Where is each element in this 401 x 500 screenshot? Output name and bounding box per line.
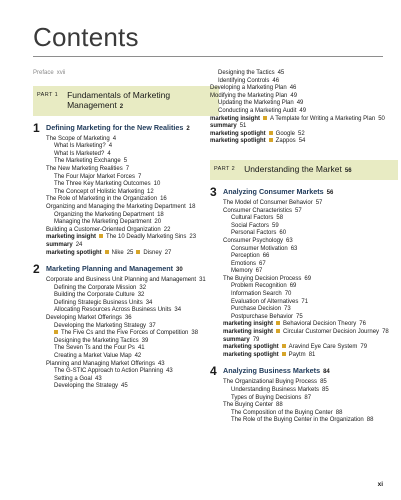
- toc-entry-title: The Model of Consumer Behavior: [223, 199, 313, 206]
- chapter-1-entries: [46, 136, 213, 258]
- toc-entry-page: 10: [153, 181, 161, 188]
- toc-entry[interactable]: [46, 227, 213, 235]
- chapter-number: 2: [33, 262, 40, 277]
- bullet-square-icon: [276, 321, 280, 325]
- bullet-square-icon: [54, 330, 58, 334]
- chapter-1-heading[interactable]: [33, 120, 213, 135]
- toc-entry-title: Problem Recognition: [231, 283, 287, 290]
- chapter-3-entries: [223, 200, 392, 359]
- bullet-square-icon: [269, 138, 273, 142]
- toc-marketing-insight[interactable]: marketing insight A Template for Writing a Marketing Plan 50: [210, 115, 385, 122]
- toc-entry[interactable]: [46, 219, 213, 227]
- toc-entry-title: The Marketing Exchange: [54, 158, 121, 165]
- toc-right-column: [210, 70, 392, 425]
- toc-entry-page: 46: [272, 77, 280, 84]
- toc-entry-title: Designing the Marketing Tactics: [54, 337, 139, 344]
- toc-entry[interactable]: [46, 300, 213, 308]
- toc-summary[interactable]: summary 79: [223, 336, 260, 343]
- toc-entry[interactable]: [223, 215, 392, 223]
- toc-entry[interactable]: [46, 323, 213, 331]
- toc-entry[interactable]: [46, 361, 213, 369]
- toc-entry[interactable]: [46, 189, 213, 197]
- toc-entry-page: 4: [107, 150, 111, 157]
- chapter-title: Analyzing Consumer Markets 56: [223, 186, 334, 196]
- toc-entry[interactable]: [46, 151, 213, 159]
- toc-entry[interactable]: [223, 314, 392, 322]
- bullet-square-icon: [276, 329, 280, 333]
- toc-entry-page: 45: [277, 70, 285, 76]
- toc-entry[interactable]: [210, 100, 392, 108]
- toc-entry-page: 12: [147, 188, 154, 195]
- chapter-4-heading[interactable]: [210, 366, 392, 377]
- toc-entry-page: 4: [108, 143, 113, 150]
- toc-entry[interactable]: [46, 330, 213, 338]
- toc-entry[interactable]: [223, 417, 392, 425]
- toc-entry-page: 43: [95, 375, 102, 382]
- toc-entry[interactable]: [46, 292, 213, 300]
- toc-entry-title: Consumer Motivation: [231, 245, 288, 252]
- toc-entry-page: 36: [124, 315, 132, 322]
- toc-entry-title: The G-STIC Approach to Action Planning: [54, 368, 164, 375]
- toc-entry-page: 73: [284, 306, 291, 313]
- bullet-square-icon: [282, 344, 286, 348]
- toc-entry-page: 38: [191, 330, 199, 337]
- toc-entry-page: 39: [141, 337, 149, 344]
- toc-entry-title: The Five Cs and the Five Forces of Competition: [61, 330, 189, 337]
- toc-entry-page: 85: [320, 379, 327, 386]
- toc-entry-page: 18: [157, 211, 164, 218]
- toc-entry-page: 43: [166, 368, 173, 375]
- toc-entry[interactable]: [223, 208, 392, 216]
- toc-entry[interactable]: [223, 299, 392, 307]
- toc-entry-title: Memory: [231, 268, 253, 275]
- toc-entry-title: Developing a Marketing Plan: [210, 85, 287, 92]
- toc-entry[interactable]: [223, 276, 392, 284]
- toc-entry-page: 59: [272, 222, 279, 229]
- toc-entry-page: 22: [163, 226, 171, 233]
- toc-entry-title: Information Search: [231, 291, 282, 298]
- toc-marketing-spotlight[interactable]: marketing spotlight Google 52: [210, 130, 305, 137]
- toc-entry-page: 34: [174, 307, 182, 314]
- toc-entry-title: The Three Key Marketing Outcomes: [54, 181, 151, 188]
- toc-entry-title: Postpurchase Behavior: [231, 313, 294, 320]
- toc-entry-title: Identifying Controls: [218, 77, 270, 84]
- toc-entry-title: Building a Customer-Oriented Organization: [46, 226, 161, 233]
- toc-entry-page: 20: [154, 219, 162, 226]
- toc-entry-title: The New Marketing Realities: [46, 165, 123, 172]
- toc-left-column: [33, 70, 213, 391]
- toc-entry-page: 58: [276, 215, 284, 222]
- toc-entry-title: The Organizational Buying Process: [223, 379, 318, 386]
- toc-marketing-spotlight[interactable]: marketing spotlight Nike 25 Disney 27: [46, 249, 172, 256]
- toc-entry[interactable]: [210, 78, 392, 86]
- toc-entry-title: Cultural Factors: [231, 215, 274, 222]
- toc-entry[interactable]: [46, 212, 213, 220]
- toc-entry[interactable]: [46, 143, 213, 151]
- title-rule: [33, 56, 383, 57]
- toc-entry[interactable]: [223, 200, 392, 208]
- chapter-number: 1: [33, 120, 40, 135]
- toc-entry-title: Types of Buying Decisions: [231, 394, 302, 401]
- toc-entry[interactable]: [223, 261, 392, 269]
- bullet-square-icon: [282, 352, 286, 356]
- toc-entry-page: 49: [299, 107, 307, 114]
- chapter-title: Defining Marketing for the New Realities 2: [46, 122, 190, 132]
- toc-entry[interactable]: [223, 268, 392, 276]
- toc-entry-page: 34: [145, 299, 153, 306]
- toc-entry[interactable]: [46, 307, 213, 315]
- part-1-banner[interactable]: [33, 86, 219, 116]
- toc-entry-title: Developing the Marketing Strategy: [54, 322, 147, 329]
- toc-entry-title: Planning and Managing Market Offerings: [46, 360, 155, 367]
- toc-entry-page: 5: [123, 158, 128, 165]
- toc-entry-title: Organizing and Managing the Marketing Department: [46, 203, 186, 210]
- toc-entry[interactable]: [223, 387, 392, 395]
- toc-entry-title: Modifying the Marketing Plan: [210, 92, 288, 99]
- toc-entry[interactable]: [223, 402, 392, 410]
- toc-entry-page: 32: [137, 292, 145, 299]
- toc-entry-page: 63: [286, 237, 293, 244]
- toc-entry-title: Creating a Market Value Map: [54, 353, 132, 360]
- toc-entry-page: 46: [289, 85, 297, 92]
- toc-entry-page: 49: [290, 92, 298, 99]
- toc-marketing-spotlight[interactable]: marketing spotlight Paytm 81: [223, 351, 316, 358]
- toc-entry-page: 43: [157, 360, 165, 367]
- part-2-banner[interactable]: [210, 160, 398, 180]
- toc-entry-title: The Scope of Marketing: [46, 135, 110, 142]
- toc-marketing-insight[interactable]: marketing insight The 10 Deadly Marketing Sins 23: [46, 234, 197, 241]
- toc-entry-page: 69: [304, 275, 312, 282]
- toc-entry-page: 57: [315, 199, 323, 206]
- toc-entry-title: Social Factors: [231, 222, 270, 229]
- toc-entry[interactable]: [223, 238, 392, 246]
- chapter-2-heading[interactable]: [33, 262, 213, 277]
- toc-entry-title: The Role of Marketing in the Organization: [46, 196, 158, 203]
- toc-entry[interactable]: [46, 285, 213, 293]
- toc-marketing-insight[interactable]: marketing insight Circular Customer Decision Journey 78: [223, 329, 389, 336]
- toc-entry-title: Defining Strategic Business Units: [54, 299, 143, 306]
- toc-entry[interactable]: [46, 353, 213, 361]
- toc-entry-page: 63: [290, 245, 298, 252]
- bullet-square-icon: [269, 131, 273, 135]
- toc-entry-page: 67: [255, 268, 263, 275]
- toc-entry[interactable]: [223, 306, 392, 314]
- toc-entry-title: Perception: [231, 253, 260, 260]
- toc-entry-page: 37: [149, 322, 156, 329]
- toc-entry-title: Consumer Psychology: [223, 237, 284, 244]
- toc-entry-page: 67: [259, 260, 266, 267]
- toc-entry-title: Allocating Resources Across Business Units: [54, 307, 172, 314]
- toc-entry[interactable]: [223, 253, 392, 261]
- toc-entry-page: 7: [138, 173, 142, 180]
- toc-entry-title: The Composition of the Buying Center: [231, 409, 333, 416]
- toc-entry[interactable]: [46, 166, 213, 174]
- part-label: PART 2: [214, 165, 236, 172]
- toc-entry[interactable]: [46, 376, 213, 384]
- toc-entry[interactable]: [46, 196, 213, 204]
- toc-entry-page: 32: [139, 284, 147, 291]
- toc-entry-title: Organizing the Marketing Department: [54, 211, 155, 218]
- toc-entry[interactable]: [46, 181, 213, 189]
- toc-entry-title: What Is Marketed?: [54, 150, 105, 157]
- toc-marketing-spotlight[interactable]: marketing spotlight Aravind Eye Care System 79: [223, 344, 368, 351]
- toc-entry[interactable]: [46, 277, 213, 285]
- part-label: PART 1: [37, 91, 59, 98]
- bullet-square-icon: [105, 250, 109, 254]
- toc-entry-title: Emotions: [231, 260, 257, 267]
- toc-entry-title: Purchase Decision: [231, 306, 282, 313]
- chapter-number: 4: [210, 364, 217, 379]
- toc-entry[interactable]: [223, 246, 392, 254]
- toc-entry[interactable]: [46, 158, 213, 166]
- toc-entry[interactable]: [223, 291, 392, 299]
- toc-marketing-insight[interactable]: marketing insight Behavioral Decision Theory 76: [223, 321, 366, 328]
- toc-entry-title: Consumer Characteristics: [223, 207, 293, 214]
- toc-entry-title: Designing the Tactics: [218, 70, 275, 76]
- toc-entry-title: Developing Market Offerings: [46, 315, 122, 322]
- toc-entry[interactable]: [223, 410, 392, 418]
- toc-entry[interactable]: [210, 70, 392, 78]
- toc-entry[interactable]: [46, 315, 213, 323]
- toc-entry-page: 42: [134, 353, 142, 360]
- toc-entry[interactable]: [223, 223, 392, 231]
- toc-entry-page: 60: [279, 230, 287, 237]
- toc-entry[interactable]: [223, 395, 392, 403]
- toc-entry-title: The Role of the Buying Center in the Organization: [231, 417, 364, 424]
- toc-entry-title: Setting a Goal: [54, 375, 93, 382]
- toc-entry-title: Evaluation of Alternatives: [231, 298, 299, 305]
- toc-entry-page: 88: [335, 409, 343, 416]
- toc-entry[interactable]: [46, 338, 213, 346]
- toc-preface[interactable]: Preface xvii: [33, 70, 66, 76]
- toc-marketing-spotlight[interactable]: marketing spotlight Zappos 54: [210, 138, 306, 145]
- chapter-number: 3: [210, 184, 217, 199]
- page-number: xi: [377, 481, 383, 488]
- toc-entry[interactable]: [223, 379, 392, 387]
- chapter-2-entries: [46, 277, 213, 391]
- toc-entry-page: 85: [322, 387, 329, 393]
- toc-entry[interactable]: [210, 93, 392, 101]
- bullet-square-icon: [136, 250, 140, 254]
- toc-entry-title: Understanding Business Markets: [231, 387, 320, 393]
- toc-entry-title: Developing the Strategy: [54, 383, 119, 390]
- toc-entry[interactable]: [223, 283, 392, 291]
- toc-entry-page: 70: [284, 291, 292, 298]
- toc-entry[interactable]: [46, 136, 213, 144]
- toc-entry-page: 66: [262, 253, 270, 260]
- toc-entry[interactable]: [223, 230, 392, 238]
- chapter-3-heading[interactable]: [210, 184, 392, 199]
- toc-entry-page: 75: [296, 313, 303, 320]
- toc-entry-page: 57: [295, 207, 302, 214]
- toc-entry-page: 41: [137, 345, 145, 352]
- toc-entry-title: What Is Marketing?: [54, 143, 106, 150]
- toc-entry-title: The Buying Decision Process: [223, 275, 302, 282]
- toc-entry-page: 18: [188, 203, 196, 210]
- part-title: Understanding the Market 56: [244, 163, 352, 174]
- toc-entry[interactable]: [46, 174, 213, 182]
- toc-entry[interactable]: [46, 345, 213, 353]
- toc-entry-page: 49: [296, 100, 304, 107]
- toc-entry-title: The Seven Ts and the Four Ps: [54, 345, 135, 352]
- chapter-4-entries: [223, 379, 392, 425]
- bullet-square-icon: [99, 234, 103, 238]
- chapter-title: Marketing Planning and Management 30: [46, 264, 183, 274]
- toc-entry-title: Personal Factors: [231, 230, 277, 237]
- toc-entry[interactable]: [210, 108, 392, 116]
- chapter-title: Analyzing Business Markets 84: [223, 366, 330, 376]
- toc-entry[interactable]: [46, 383, 213, 391]
- toc-summary[interactable]: summary 24: [46, 241, 83, 248]
- toc-entry-page: 16: [160, 196, 167, 203]
- toc-entry-page: 69: [289, 283, 297, 290]
- toc-entry-title: Updating the Marketing Plan: [218, 100, 294, 107]
- toc-entry-title: Building the Corporate Culture: [54, 292, 135, 299]
- contents-title: Contents: [33, 22, 139, 52]
- toc-summary[interactable]: summary 51: [210, 123, 247, 130]
- toc-entry[interactable]: [210, 85, 392, 93]
- toc-entry-title: The Four Major Market Forces: [54, 173, 136, 180]
- toc-entry-title: Managing the Marketing Department: [54, 219, 152, 226]
- bullet-square-icon: [263, 116, 267, 120]
- toc-entry-page: 45: [121, 383, 128, 390]
- toc-entry-page: 4: [112, 135, 117, 142]
- toc-entry[interactable]: [46, 368, 213, 376]
- toc-entry-title: The Buying Center: [223, 402, 274, 409]
- toc-entry-title: The Concept of Holistic Marketing: [54, 188, 145, 195]
- toc-entry-page: 31: [199, 277, 206, 284]
- toc-entry-page: 88: [276, 402, 283, 409]
- toc-entry-page: 71: [301, 298, 309, 305]
- toc-entry-title: Conducting a Marketing Audit: [218, 107, 297, 114]
- toc-entry-title: Defining the Corporate Mission: [54, 284, 137, 291]
- part-title: Fundamentals of Marketing Management 2: [67, 89, 171, 110]
- toc-entry[interactable]: [46, 204, 213, 212]
- toc-entry-title: Corporate and Business Unit Planning and Management: [46, 277, 197, 284]
- toc-entry-page: 7: [125, 165, 130, 172]
- toc-entry-page: 88: [366, 417, 374, 424]
- toc-entry-page: 87: [304, 394, 312, 401]
